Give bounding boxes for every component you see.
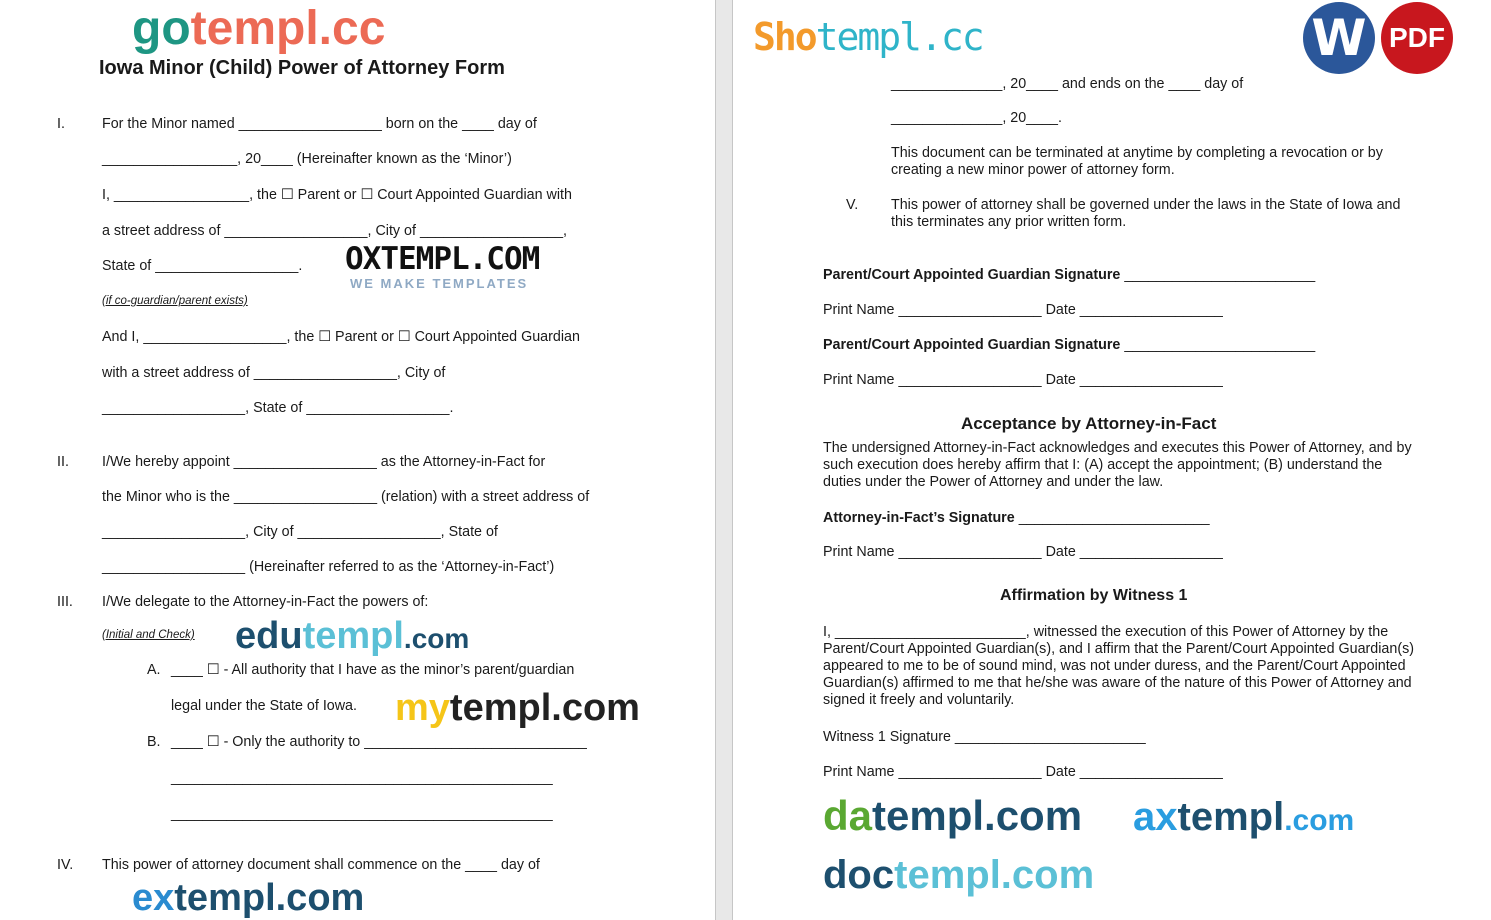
witness-heading: Affirmation by Witness 1 — [1000, 587, 1188, 604]
text-line: __________________, State of __________________. — [102, 400, 454, 416]
pdf-format-icon[interactable]: PDF — [1381, 2, 1453, 74]
text-line: __________________, City of __________________, State of — [102, 524, 498, 540]
watermark-gotempl: gotempl.cc — [132, 2, 386, 55]
text-line: ____ ☐ - Only the authority to ____________________________ — [171, 734, 587, 750]
watermark-datempl: datempl.com — [823, 792, 1083, 839]
print-name-date-3: Print Name __________________ Date __________________ — [823, 544, 1223, 560]
witness-signature-line: Witness 1 Signature ________________________ — [823, 729, 1146, 745]
text-line: I, _________________, the ☐ Parent or ☐ Court Appointed Guardian with — [102, 187, 572, 203]
print-name-date-1: Print Name __________________ Date __________________ — [823, 302, 1223, 318]
document-page-left — [0, 0, 715, 920]
section-number: I. — [57, 116, 65, 132]
text-line: a street address of __________________, City of __________________, — [102, 223, 568, 239]
item-label: A. — [147, 662, 161, 678]
text-line: _________________, 20____ (Hereinafter known as the ‘Minor’) — [102, 151, 512, 167]
acceptance-heading: Acceptance by Attorney-in-Fact — [961, 414, 1217, 433]
text-line: State of __________________. — [102, 258, 303, 274]
page-divider — [715, 0, 733, 920]
section-number: III. — [57, 594, 73, 610]
watermark-oxtempl-tagline: WE MAKE TEMPLATES — [350, 276, 529, 291]
print-name-date-4: Print Name __________________ Date __________________ — [823, 764, 1223, 780]
witness-text: I, ________________________, witnessed the execution of this Power of Attorney by the Parent/Court Appointed Guardian(s), and I affirm that the Parent/Court Appointed Guardian(s) appeared to me to be of sound mind, was not under duress, and the Parent/Court Appointed Guardian(s) affirmed to me that he/she was aware of the nature of this Power of Attorney and signed it freely and voluntarily. — [823, 624, 1415, 708]
governing-law-text: This power of attorney shall be governed under the laws in the State of Iowa and this terminates any prior written form. — [891, 197, 1401, 230]
text-line: I/We delegate to the Attorney-in-Fact the powers of: — [102, 594, 429, 610]
text-line: ______________, 20____. — [891, 110, 1062, 126]
signature-line-guardian-1: Parent/Court Appointed Guardian Signature ________________________ — [823, 267, 1316, 283]
signature-line-guardian-2: Parent/Court Appointed Guardian Signature ________________________ — [823, 337, 1316, 353]
termination-text: This document can be terminated at anytime by completing a revocation or by creating a new minor power of attorney form. — [891, 145, 1383, 178]
watermark-edutempl: edutempl.com — [235, 615, 470, 657]
watermark-extempl: extempl.com — [132, 877, 365, 919]
text-line: the Minor who is the __________________ (relation) with a street address of — [102, 489, 590, 505]
text-line: ______________, 20____ and ends on the ____ day of — [891, 76, 1244, 92]
text-line: This power of attorney document shall commence on the ____ day of — [102, 857, 540, 873]
print-name-date-2: Print Name __________________ Date __________________ — [823, 372, 1223, 388]
note-text: (if co-guardian/parent exists) — [102, 295, 248, 307]
text-line: __________________ (Hereinafter referred to as the ‘Attorney-in-Fact’) — [102, 559, 555, 575]
text-line: I/We hereby appoint __________________ as the Attorney-in-Fact for — [102, 454, 546, 470]
text-line: ________________________________________________ — [171, 806, 553, 822]
section-number: IV. — [57, 857, 74, 873]
text-line: And I, __________________, the ☐ Parent or ☐ Court Appointed Guardian — [102, 329, 580, 345]
item-label: B. — [147, 734, 161, 750]
section-number: II. — [57, 454, 69, 470]
signature-line-attorney: Attorney-in-Fact’s Signature ________________________ — [823, 510, 1210, 526]
watermark-oxtempl: OXTEMPL.COM — [345, 241, 540, 277]
watermark-shotempl: Shotempl.cc — [753, 15, 983, 59]
text-line: ________________________________________________ — [171, 770, 553, 786]
text-line: For the Minor named __________________ born on the ____ day of — [102, 116, 537, 132]
text-line: legal under the State of Iowa. — [171, 698, 357, 714]
document-title: Iowa Minor (Child) Power of Attorney Form — [99, 57, 505, 79]
watermark-mytempl: mytempl.com — [395, 687, 640, 729]
text-line: ____ ☐ - All authority that I have as the minor’s parent/guardian — [171, 662, 575, 678]
section-number: V. — [846, 197, 859, 213]
watermark-doctempl: doctempl.com — [823, 853, 1095, 897]
text-line: with a street address of __________________, City of — [102, 365, 446, 381]
acceptance-text: The undersigned Attorney-in-Fact acknowledges and executes this Power of Attorney, and by such execution does hereby affirm that I: (A) accept the appointment; (B) understand the duties under the Power of Attorney and under the law. — [823, 440, 1412, 490]
word-format-icon[interactable]: W — [1303, 2, 1375, 74]
document-page-right — [733, 0, 1491, 920]
note-text: (Initial and Check) — [102, 629, 195, 641]
watermark-axtempl: axtempl.com — [1133, 795, 1355, 839]
